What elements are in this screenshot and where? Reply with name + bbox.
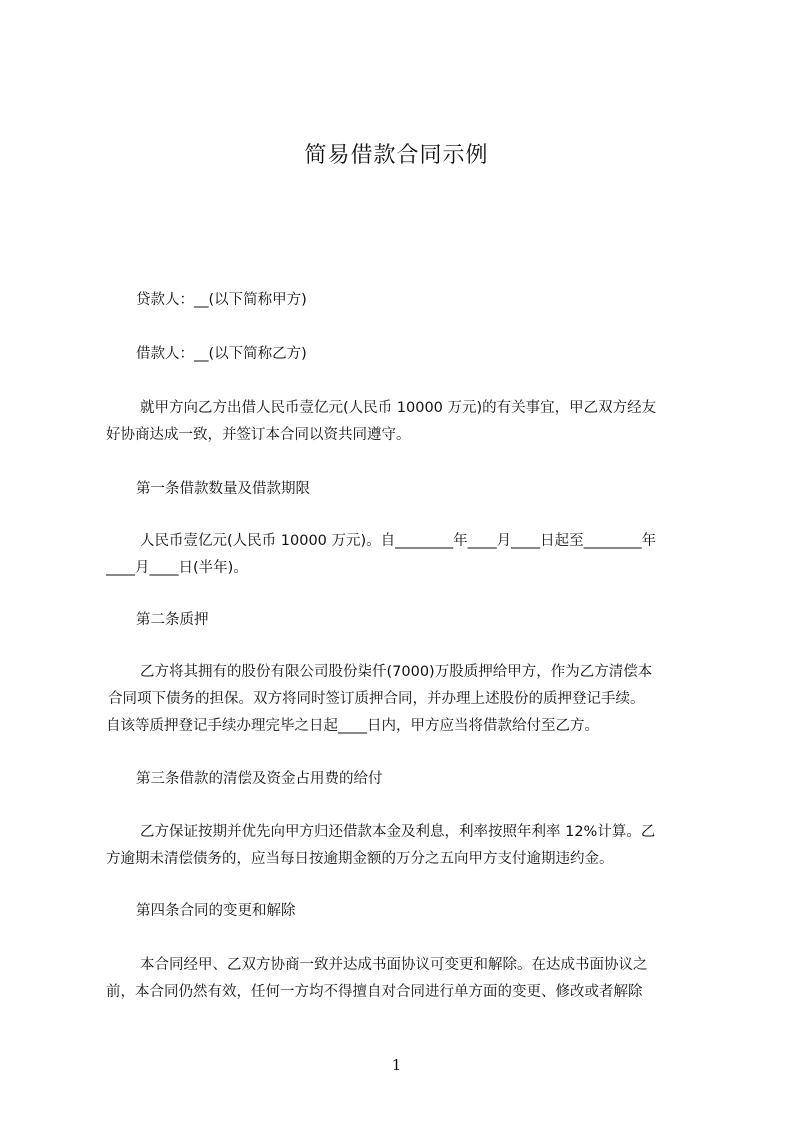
clause4-line-2: 前，本合同仍然有效，任何一方均不得擅自对合同进行单方面的变更、修改或者解除: [106, 984, 643, 1000]
clause1-line-1: 人民币壹亿元(人民币 10000 万元)。自________年____月____日起至________年: [140, 533, 657, 549]
clause2-line-2: 合同项下债务的担保。双方将同时签订质押合同，并办理上述股份的质押登记手续。: [108, 691, 645, 707]
clause4-line-1: 本合同经甲、乙双方协商一致并达成书面协议可变更和解除。在达成书面协议之: [140, 957, 648, 973]
clause1-heading: 第一条借款数量及借款期限: [136, 481, 310, 497]
intro-line-2: 好协商达成一致，并签订本合同以资共同遵守。: [106, 427, 411, 443]
borrower-line: 借款人：__(以下简称乙方): [136, 346, 307, 362]
lender-line: 贷款人：__(以下简称甲方): [136, 292, 307, 308]
clause4-heading: 第四条合同的变更和解除: [136, 903, 296, 919]
document-title: 简易借款合同示例: [304, 143, 489, 168]
clause1-line-2: ____月____日(半年)。: [106, 560, 248, 576]
page-number: 1: [391, 1056, 402, 1074]
clause3-heading: 第三条借款的清偿及资金占用费的给付: [136, 771, 383, 787]
clause2-line-3: 自该等质押登记手续办理完毕之日起____日内，甲方应当将借款给付至乙方。: [106, 718, 599, 734]
intro-line-1: 就甲方向乙方出借人民币壹亿元(人民币 10000 万元)的有关事宜，甲乙双方经友: [140, 400, 657, 416]
clause3-line-2: 方逾期未清偿债务的，应当每日按逾期金额的万分之五向甲方支付逾期违约金。: [106, 851, 614, 867]
clause2-heading: 第二条质押: [136, 612, 209, 628]
clause2-line-1: 乙方将其拥有的股份有限公司股份柒仟(7000)万股质押给甲方，作为乙方清偿本: [140, 664, 653, 680]
clause3-line-1: 乙方保证按期并优先向甲方归还借款本金及利息，利率按照年利率 12%计算。乙: [140, 824, 656, 840]
